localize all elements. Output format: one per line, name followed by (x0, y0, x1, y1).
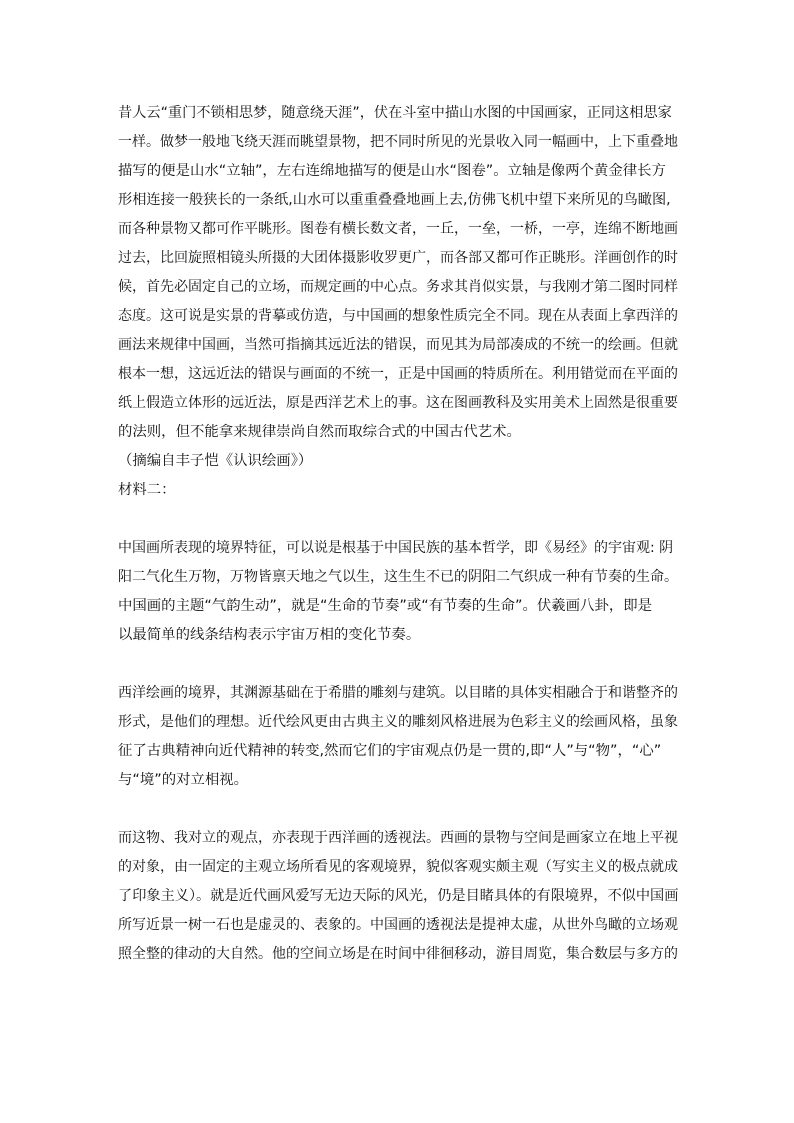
paragraph-spacer (118, 505, 678, 534)
text-line: 了印象主义）。就是近代画风爱写无边天际的风光，仍是目睹具体的有限境界，不似中国画 (118, 888, 678, 904)
text-line: 描写的便是山水“立轴”，左右连绵地描写的便是山水“图卷”。立轴是像两个黄金律长方 (118, 163, 666, 179)
text-line: 候，首先必固定自己的立场，而规定画的中心点。务求其肖似实景，与我刚才第二图时同样 (118, 279, 678, 295)
text-line: 形相连接一般狭长的一条纸,山水可以重重叠叠地画上去,仿佛飞机中望下来所见的鸟瞰图, (118, 192, 671, 208)
text-line: 照全整的律动的大自然。他的空间立场是在时间中徘徊移动，游目周览，集合数层与多方的 (118, 946, 678, 962)
text-line: 与“境”的对立相视。 (118, 772, 249, 788)
paragraph-2 (118, 534, 678, 650)
section-heading: 材料二： (118, 482, 176, 498)
text-line: 所写近景一树一石也是虚灵的、表象的。中国画的透视法是提神太虚，从世外鸟瞰的立场观 (118, 917, 678, 933)
text-line: 的对象，由一固定的主观立场所看见的客观境界，貌似客观实颇主观（写实主义的极点就成 (118, 859, 678, 875)
text-line: 一样。做梦一般地飞绕天涯而眺望景物，把不同时所见的光景收入同一幅画中，上下重叠地 (118, 134, 678, 150)
text-line: 而各种景物又都可作平眺形。图卷有横长数文者，一丘，一垒，一桥，一亭，连绵不断地画 (118, 221, 678, 237)
text-line: 纸上假造立体形的远近法，原是西洋艺术上的事。这在图画教科及实用美术上固然是很重要 (118, 395, 678, 411)
document-body (118, 99, 678, 969)
source-citation: （摘编自丰子恺《认识绘画》） (118, 453, 313, 469)
text-line: 形式，是他们的理想。近代绘风更由古典主义的雕刻风格进展为色彩主义的绘画风格，虽象 (118, 714, 678, 730)
text-line: 以最简单的线条结构表示宇宙万相的变化节奏。 (118, 627, 421, 643)
text-line: 征了古典精神向近代精神的转变,然而它们的宇宙观点仍是一贯的,即“人”与“物”，“心” (118, 743, 662, 759)
paragraph-3 (118, 679, 678, 795)
text-line: 而这物、我对立的观点，亦表现于西洋画的透视法。西画的景物与空间是画家立在地上平视 (118, 830, 678, 846)
paragraph-4 (118, 824, 678, 969)
text-line: 西洋绘画的境界，其渊源基础在于希腊的雕刻与建筑。以目睹的具体实相融合于和谐整齐的 (118, 685, 678, 701)
text-line: 态度。这可说是实景的背摹或仿造，与中国画的想象性质完全不同。现在从表面上拿西洋的 (118, 308, 678, 324)
text-line: 根本一想，这远近法的错误与画面的不统一，正是中国画的特质所在。利用错觉而在平面的 (118, 366, 678, 382)
text-line: 的法则，但不能拿来规律崇尚自然而取综合式的中国古代艺术。 (118, 424, 521, 440)
paragraph-spacer (118, 650, 678, 679)
paragraph-1 (118, 99, 678, 447)
text-line: 画法来规律中国画，当然可指摘其远近法的错误，而见其为局部凑成的不统一的绘画。但就 (118, 337, 678, 353)
text-line: 昔人云“重门不锁相思梦，随意绕天涯”，伏在斗室中描山水图的中国画家，正同这相思家 (118, 105, 672, 121)
paragraph-spacer (118, 795, 678, 824)
text-line: 中国画的主题“气韵生动”，就是“生命的节奏”或“有节奏的生命”。伏羲画八卦，即是 (118, 598, 653, 614)
text-line: 阳二气化生万物，万物皆禀天地之气以生，这生生不已的阴阳二气织成一种有节奏的生命。 (118, 569, 678, 585)
text-line: 中国画所表现的境界特征，可以说是根基于中国民族的基本哲学，即《易经》的宇宙观: 阴 (118, 540, 674, 556)
text-line: 过去，比回旋照相镜头所摄的大团体摄影收罗更广，而各部又都可作正眺形。洋画创作的时 (118, 250, 678, 266)
